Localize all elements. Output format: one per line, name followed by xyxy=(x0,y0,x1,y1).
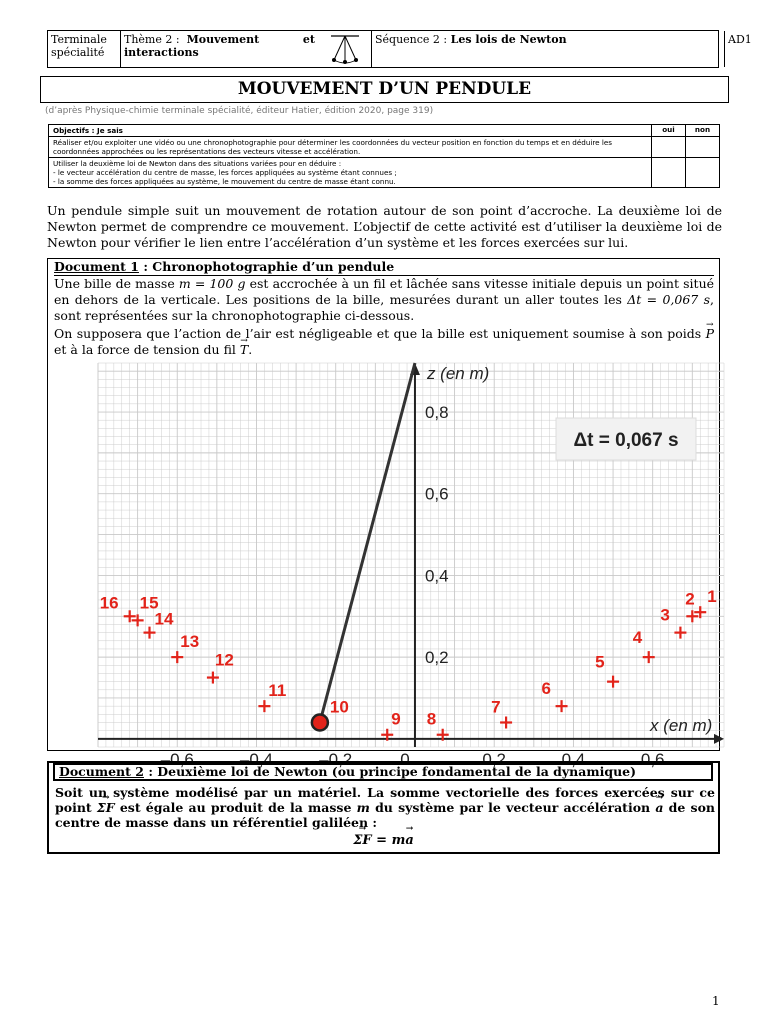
text-run: Soit un système modélisé par un matériel. La somme vectorielle des forces exercées sur ce point xyxy=(55,785,715,815)
col-yes: oui xyxy=(652,125,686,136)
objectives-table xyxy=(48,124,720,188)
objective-text: Utiliser la deuxième loi de Newton dans des situations variées pour en déduire : xyxy=(53,159,342,168)
position-label: 7 xyxy=(491,697,501,717)
sequence-title: Les lois de Newton xyxy=(450,33,567,46)
document-2-heading: : Deuxième loi de Newton (ou principe fondamental de la dynamique) xyxy=(143,764,637,779)
formula-sum-forces: ΣF → xyxy=(353,833,371,848)
position-label: 6 xyxy=(541,679,552,699)
document-1-label: Document 1 xyxy=(54,259,139,274)
weight-vector: P → xyxy=(706,326,714,342)
document-1-text xyxy=(54,276,714,360)
document-2-text xyxy=(55,785,715,830)
objective-text: - le vecteur accélération du centre de masse, les forces appliquées au système étant connues ; xyxy=(53,168,397,177)
position-label: 5 xyxy=(595,652,605,672)
theme-cell xyxy=(121,31,318,67)
text-run: et à la force de tension du fil xyxy=(54,342,240,357)
position-label: 4 xyxy=(632,628,643,648)
chart-svg xyxy=(98,363,724,769)
pendulum-logo xyxy=(318,31,372,67)
theme-word1: Mouvement xyxy=(186,33,260,46)
document-2 xyxy=(47,761,720,854)
no-cell[interactable] xyxy=(686,158,719,187)
x-tick-label: –0,4 xyxy=(239,749,274,769)
theme-word2: et xyxy=(302,33,315,46)
sequence-cell xyxy=(372,31,725,67)
x-tick-label: 0,4 xyxy=(561,749,586,769)
position-label: 12 xyxy=(214,650,234,670)
x-tick-label: 0,2 xyxy=(482,749,507,769)
text-run: , sont représentées sur la chronophotographie ci-dessous. xyxy=(54,292,714,323)
acceleration-vector: a → xyxy=(655,800,663,815)
text-run: Une bille de masse xyxy=(54,276,179,291)
document-2-label: Document 2 xyxy=(59,764,144,779)
document-1-title xyxy=(54,259,714,276)
objective-text-group xyxy=(49,158,652,187)
yes-cell[interactable] xyxy=(652,137,686,157)
text-run: de son centre de masse dans un référentiel galiléen : xyxy=(55,800,716,830)
objective-text: Réaliser et/ou exploiter une vidéo ou une chronophotographie pour déterminer les coordonnées du vecteur position en fonction du temps et en déduire les coordonnées approchées ou les représentations des vecteurs vitesse et accélération. xyxy=(49,137,652,157)
objective-row xyxy=(49,158,719,187)
position-label: 13 xyxy=(180,632,200,652)
position-label: 2 xyxy=(685,589,695,609)
objective-row xyxy=(49,137,719,158)
objectives-header: Objectifs : Je sais xyxy=(49,125,652,136)
mass-symbol: m xyxy=(356,800,370,815)
objective-text: - la somme des forces appliquées au système, le mouvement du centre de masse étant connu. xyxy=(53,177,396,186)
objectives-header-row xyxy=(49,125,719,137)
source-note: (d’après Physique-chimie terminale spécialité, éditeur Hatier, édition 2020, page 319) xyxy=(45,106,434,116)
formula-acceleration: a → xyxy=(405,833,413,848)
position-label: 1 xyxy=(707,587,717,607)
page-number: 1 xyxy=(712,994,720,1008)
x-tick-label: –0,6 xyxy=(160,749,194,769)
text-run: . xyxy=(248,342,253,357)
document-1-heading: : Chronophotographie d’un pendule xyxy=(138,259,395,274)
mass-value: m = 100 g xyxy=(178,276,246,291)
pendulum-icon xyxy=(321,33,369,67)
position-label: 14 xyxy=(154,609,174,629)
position-label: 10 xyxy=(329,697,349,717)
document-1-paragraph-1 xyxy=(54,276,714,324)
position-label: 11 xyxy=(268,681,287,701)
x-tick-label: –0,2 xyxy=(319,749,353,769)
level-cell: Terminale spécialité xyxy=(48,31,121,67)
text-run: est égale au produit de la masse xyxy=(114,800,357,815)
chronophotography-chart xyxy=(98,363,724,769)
theme-word3: interactions xyxy=(124,46,199,59)
tension-vector: T → xyxy=(240,342,248,358)
x-axis-arrow xyxy=(714,734,724,744)
dt-value: Δt = 0,067 s xyxy=(627,292,711,307)
position-label: 3 xyxy=(660,605,670,625)
intro-paragraph: Un pendule simple suit un mouvement de rotation autour de son point d’accroche. La deuxième loi de Newton permet de comprendre ce mouvement. L’objectif de cette activité est d’utiliser la deuxième loi de Newton pour vérifier le lien entre l’accélération d’un système et les forces exercées sur lui. xyxy=(47,203,722,250)
x-axis-label: x (en m) xyxy=(650,715,713,735)
text-run: On supposera que l’action de l’air est négligeable et que la bille est uniquement soumise à son poids xyxy=(54,326,706,341)
dt-annotation: Δt = 0,067 s xyxy=(573,430,679,451)
newton-formula xyxy=(49,833,718,848)
position-label: 8 xyxy=(426,709,437,729)
page-title: MOUVEMENT D’UN PENDULE xyxy=(40,76,729,103)
z-tick-label: 0,2 xyxy=(424,648,449,668)
document-1 xyxy=(47,258,720,769)
document-2-title xyxy=(53,763,713,781)
code-cell: AD1 xyxy=(728,33,752,46)
no-cell[interactable] xyxy=(686,137,719,157)
document-1-paragraph-2 xyxy=(54,326,714,358)
formula-equals: = m xyxy=(371,833,406,848)
x-tick-label: 0 xyxy=(400,749,410,769)
z-tick-label: 0,4 xyxy=(424,566,449,586)
header-table xyxy=(47,30,752,68)
sum-forces-vector: ΣF → xyxy=(97,800,115,815)
z-axis-label: z (en m) xyxy=(426,364,490,383)
sequence-label: Séquence 2 : xyxy=(375,33,448,46)
z-tick-label: 0,6 xyxy=(424,484,449,504)
yes-cell[interactable] xyxy=(652,158,686,187)
theme-label: Thème 2 : xyxy=(124,33,180,46)
position-label: 16 xyxy=(99,593,119,613)
text-run: est accrochée à un fil et lâchée sans vitesse initiale depuis un point situé en dehors de la verticale. Les positions de la bille, mesurées durant un aller toutes les xyxy=(54,276,715,307)
position-label: 15 xyxy=(139,593,159,613)
x-tick-label: 0,6 xyxy=(640,749,665,769)
position-label: 9 xyxy=(391,709,401,729)
z-tick-label: 0,8 xyxy=(424,403,449,423)
col-no: non xyxy=(694,125,711,134)
text-run: du système par le vecteur accélération xyxy=(369,800,656,815)
